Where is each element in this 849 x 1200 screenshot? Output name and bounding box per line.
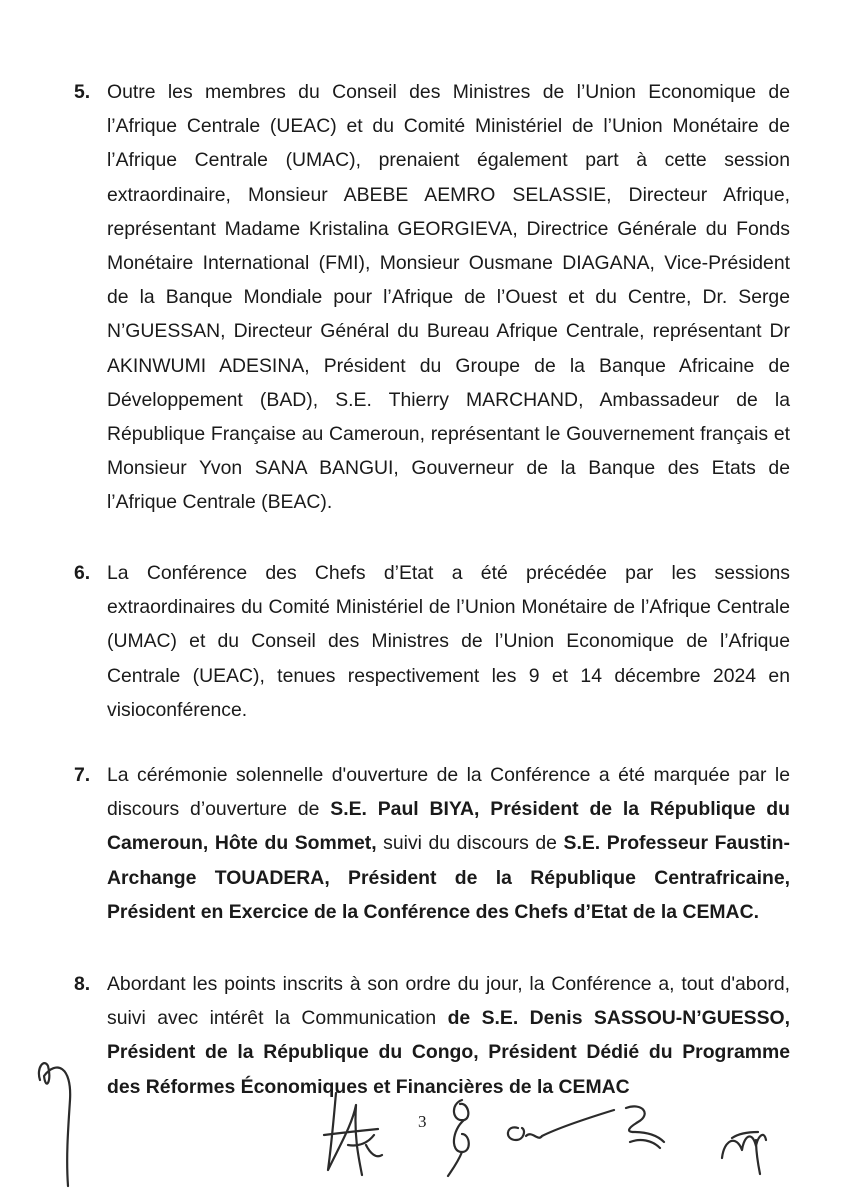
paragraph-number: 7. [74,764,91,786]
text-segment-bold: S.E. Paul BIYA, Président de la République du Cameroun, Hôte du Sommet, [107,798,790,855]
paragraph-6 [74,556,790,727]
paragraph-text [74,556,790,727]
initial-left-margin [26,1040,86,1190]
paragraph-8 [74,967,790,1104]
text-segment: Abordant les points inscrits à son ordre du jour, la Conférence a, tout d'abord, suivi avec intérêt la Communication [107,973,790,1030]
text-segment: La Conférence des Chefs d’Etat a été précédée par les sessions extraordinaires du Comité Ministériel de l’Union Monétaire de l’Afrique Centrale (UMAC) et du Conseil des Ministres de l’Union Economique de l’Afrique Centrale (UEAC), tenues respectivement les 9 et 14 décembre 2024 en visioconférence. [107,562,790,721]
signature-4 [612,1098,672,1158]
paragraph-5 [74,75,790,520]
text-segment: suivi du discours de [376,832,564,855]
paragraph-number: 6. [74,562,91,584]
signature-1 [318,1085,388,1185]
text-segment-bold: S.E. Professeur Faustin-Archange TOUADERA, Président de la République Centrafricaine, Président en Exercice de la Conférence des Chefs d’Etat de la CEMAC. [107,832,790,923]
page-number: 3 [418,1112,427,1131]
paragraph-number: 5. [74,81,91,103]
text-segment: La cérémonie solennelle d'ouverture de la Conférence a été marquée par le discours d’ouverture de [107,764,790,821]
signature-5 [712,1110,772,1180]
paragraph-text [74,967,790,1104]
text-segment-bold: de S.E. Denis SASSOU-N’GUESSO, Président de la République du Congo, Président Dédié du Programme des Réformes Économiques et Financières de la CEMAC [107,1007,790,1098]
signature-3 [498,1100,618,1150]
signature-2 [440,1090,480,1180]
paragraph-text [74,758,790,929]
paragraph-number: 8. [74,973,91,995]
text-segment: Outre les membres du Conseil des Ministres de l’Union Economique de l’Afrique Centrale (UEAC) et du Comité Ministériel de l’Union Monétaire de l’Afrique Centrale (UMAC), prenaient également part à cette session extraordinaire, Monsieur ABEBE AEMRO SELASSIE, Directeur Afrique, représentant Madame Kristalina GEORGIEVA, Directrice Générale du Fonds Monétaire International (FMI), Monsieur Ousmane DIAGANA, Vice-Président de la Banque Mondiale pour l’Afrique de l’Ouest et du Centre, Dr. Serge N’GUESSAN, Directeur Général du Bureau Afrique Centrale, représentant Dr AKINWUMI ADESINA, Président du Groupe de la Banque Africaine de Développement (BAD), S.E. Thierry MARCHAND, Ambassadeur de la République Française au Cameroun, représentant le Gouvernement français et Monsieur Yvon SANA BANGUI, Gouverneur de la Banque des Etats de l’Afrique Centrale (BEAC). [107,81,790,514]
paragraph-text [74,75,790,520]
paragraph-7 [74,758,790,929]
